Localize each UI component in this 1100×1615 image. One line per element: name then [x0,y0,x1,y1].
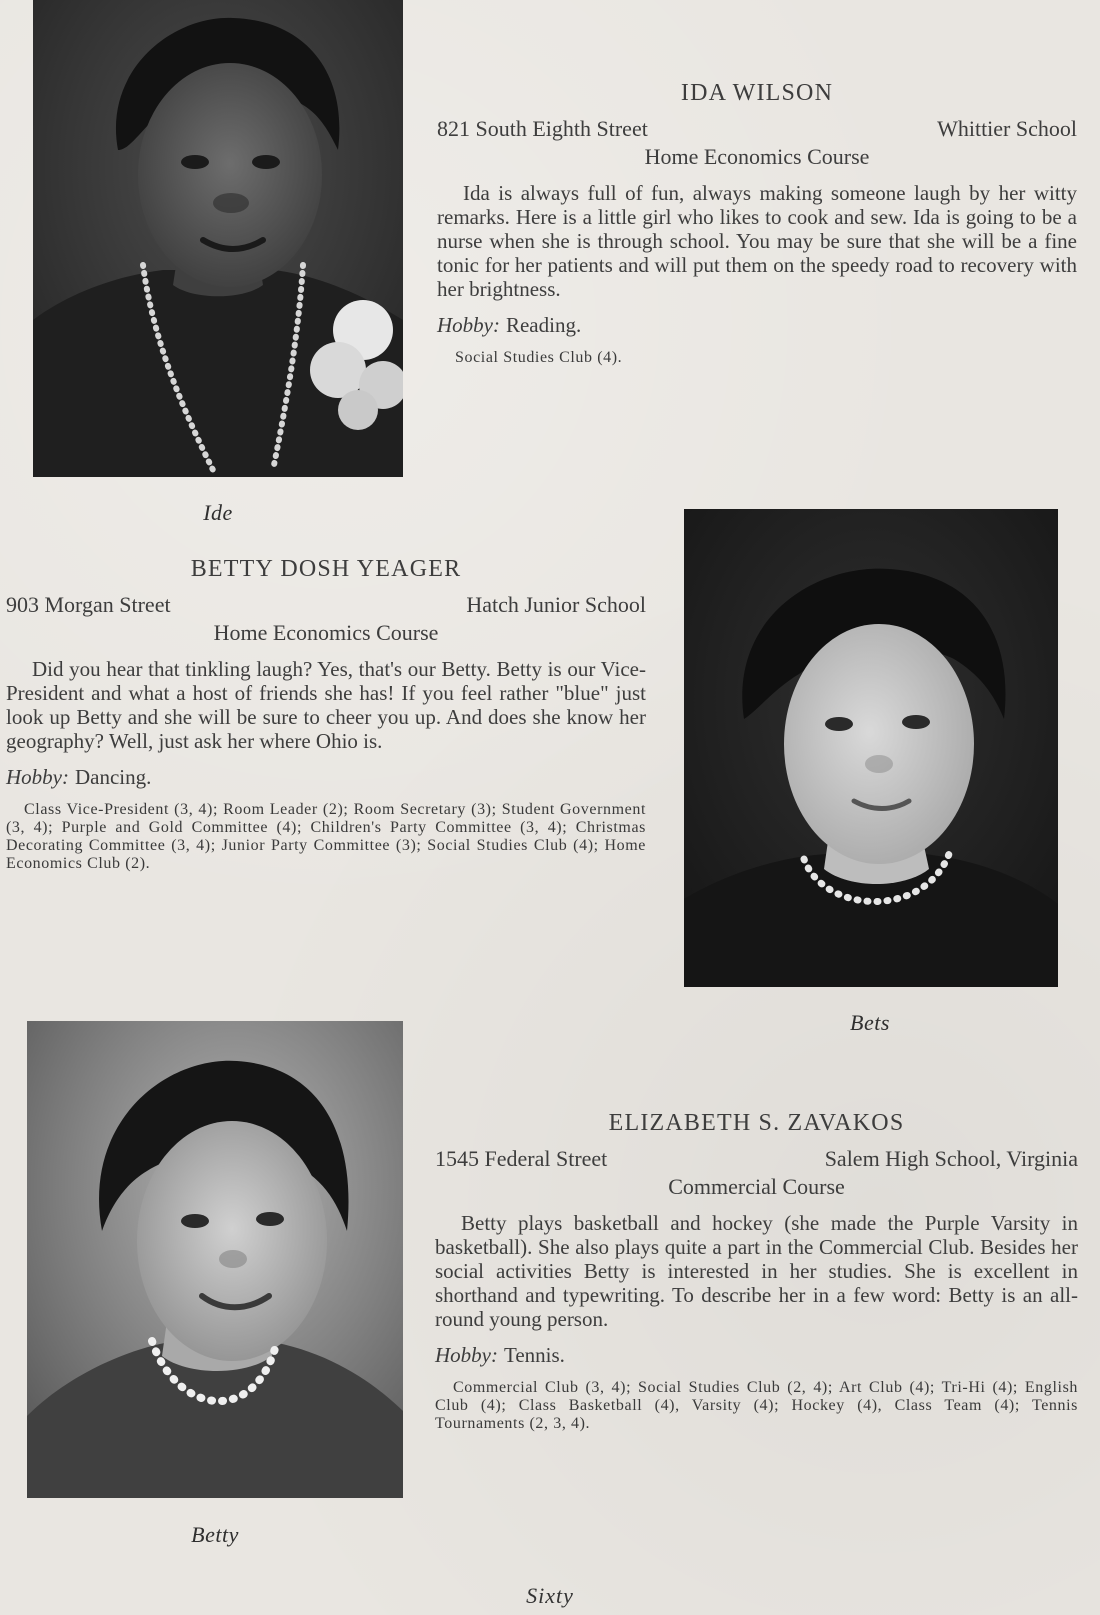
school-name: Salem High School, Virginia [824,1146,1078,1171]
address-school-line [435,1145,1078,1173]
hobby-label: Hobby: [6,765,69,789]
portrait-photo-betty-yeager [684,509,1058,987]
entry-betty-yeager [6,556,646,873]
activities-list: Commercial Club (3, 4); Social Studies Club (2, 4); Art Club (4); Tri-Hi (4); English Club (4); Class Basketball (4), Varsity (4); Hockey (4), Class Team (4); Tennis Tournaments (2, 3, 4). [435,1379,1078,1432]
course-name: Home Economics Course [644,144,870,169]
activities-list: Social Studies Club (4). [455,349,623,366]
student-name: BETTY DOSH YEAGER [190,556,462,582]
street-address: 1545 Federal Street [435,1146,608,1171]
portrait-image [33,0,403,477]
hobby-line [435,1341,1078,1369]
hobby-value: Reading. [505,313,582,337]
hobby-label: Hobby: [437,313,500,337]
student-name: ELIZABETH S. ZAVAKOS [608,1110,905,1136]
address-school-line [6,591,646,619]
photo-caption-nickname: Ide [203,500,233,525]
address-school-line [437,115,1077,143]
biography-text: Ida is always full of fun, always making someone laugh by her witty remarks. Here is a little girl who likes to cook and sew. Ida is going to be a nurse when she is through school. You may be sure that she will be a fine tonic for her patients and will put them on the speedy road to recovery with her brightness. [437,181,1077,301]
photo-caption-nickname: Betty [191,1522,239,1547]
course-name: Home Economics Course [213,620,439,645]
student-name: IDA WILSON [680,80,834,106]
page-number: Sixty [526,1583,574,1608]
street-address: 903 Morgan Street [6,592,171,617]
activities-list: Class Vice-President (3, 4); Room Leader (2); Room Secretary (3); Student Government (3, 4); Purple and Gold Committee (4); Children's Party Committee (3, 4); Christmas Decorating Committee (3, 4); Junior Party Committee (3); Social Studies Club (4); Home Economics Club (2). [6,801,646,872]
biography-text: Did you hear that tinkling laugh? Yes, that's our Betty. Betty is our Vice-President and what a host of friends she has! If you feel rather "blue" just look up Betty and she will be sure to cheer you up. And does she know her geography? Well, just ask her where Ohio is. [6,657,646,753]
street-address: 821 South Eighth Street [437,116,648,141]
hobby-line [437,311,1077,339]
biography-text: Betty plays basketball and hockey (she made the Purple Varsity in basketball). She also plays quite a part in the Commercial Club. Besides her social activities Betty is interested in her studies. She is excellent in shorthand and typewriting. To describe her in a few word: Betty is an all-round young person. [435,1211,1078,1331]
entry-elizabeth-zavakos [435,1110,1078,1433]
photo-caption-nickname: Bets [850,1010,890,1035]
portrait-photo-elizabeth-zavakos [27,1021,403,1498]
school-name: Whittier School [937,116,1077,141]
hobby-label: Hobby: [435,1343,498,1367]
entry-ida-wilson [437,80,1077,367]
school-name: Hatch Junior School [466,592,646,617]
course-name: Commercial Course [668,1174,845,1199]
portrait-image [684,509,1058,987]
hobby-value: Dancing. [74,765,152,789]
hobby-value: Tennis. [503,1343,565,1367]
portrait-photo-ida-wilson [33,0,403,477]
hobby-line [6,763,646,791]
portrait-image [27,1021,403,1498]
